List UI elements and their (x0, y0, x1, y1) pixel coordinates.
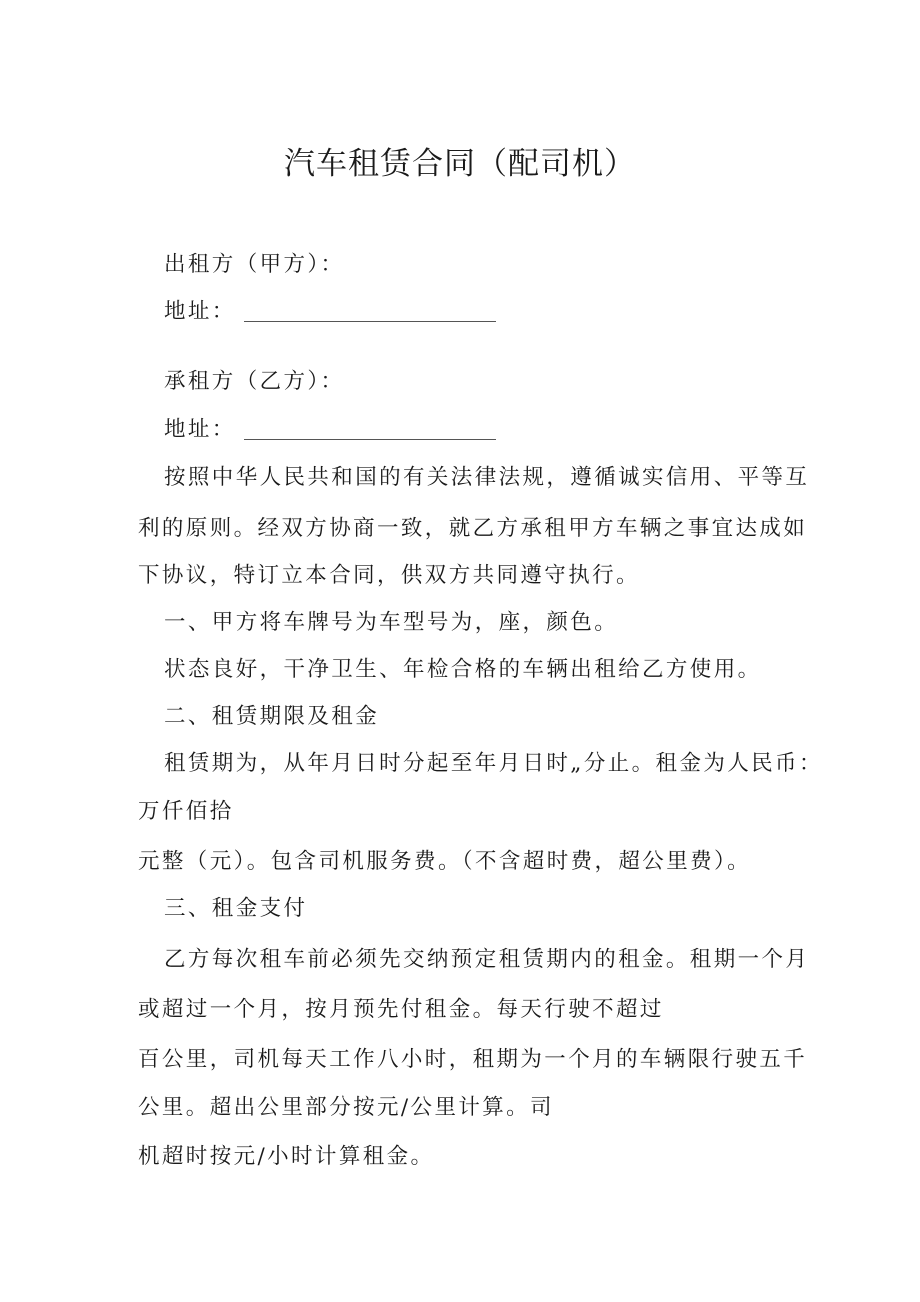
lessor-address-label: 地址： (164, 299, 236, 324)
lessee-address-row (164, 415, 496, 445)
preamble-line: 下协议，特订立本合同，供双方共同遵守执行。 (138, 563, 640, 588)
lessee-address-blank (244, 421, 496, 440)
lessor-address-blank (244, 303, 496, 322)
clause2-line: 元整（元）。包含司机服务费。（不含超时费，超公里费）。 (138, 849, 752, 874)
preamble-line: 利的原则。经双方协商一致，就乙方承租甲方车辆之事宜达成如 (138, 516, 808, 541)
lessee-label: 承租方（乙方）： (164, 369, 345, 394)
lessee-address-label: 地址： (164, 417, 236, 442)
preamble-line: 按照中华人民共和国的有关法律法规，遵循诚实信用、平等互 (164, 465, 810, 490)
clause3-heading: 三、租金支付 (164, 896, 308, 921)
clause3-line: 机超时按元/小时计算租金。 (138, 1144, 435, 1169)
clause3-line: 或超过一个月，按月预先付租金。每天行驶不超过 (138, 997, 664, 1022)
document-title: 汽车租赁合同（配司机） (284, 146, 636, 182)
lessor-label: 出租方（甲方）： (164, 252, 345, 277)
lessor-address-row (164, 297, 496, 327)
clause3-line: 乙方每次租车前必须先交纳预定租赁期内的租金。租期一个月 (164, 947, 810, 972)
clause3-line: 公里。超出公里部分按元/公里计算。司 (138, 1095, 554, 1120)
clause2-heading: 二、租赁期限及租金 (164, 704, 380, 729)
clause1-line: 状态良好，干净卫生、年检合格的车辆出租给乙方使用。 (164, 657, 762, 682)
clause2-line: 万仟佰拾 (138, 799, 234, 824)
clause3-line: 百公里，司机每天工作八小时，租期为一个月的车辆限行驶五千 (138, 1047, 808, 1072)
clause1-line: 一、甲方将车牌号为车型号为，座，颜色。 (164, 610, 619, 635)
clause2-line: 租赁期为，从年月日时分起至年月日时„分止。租金为人民币： (164, 751, 823, 776)
